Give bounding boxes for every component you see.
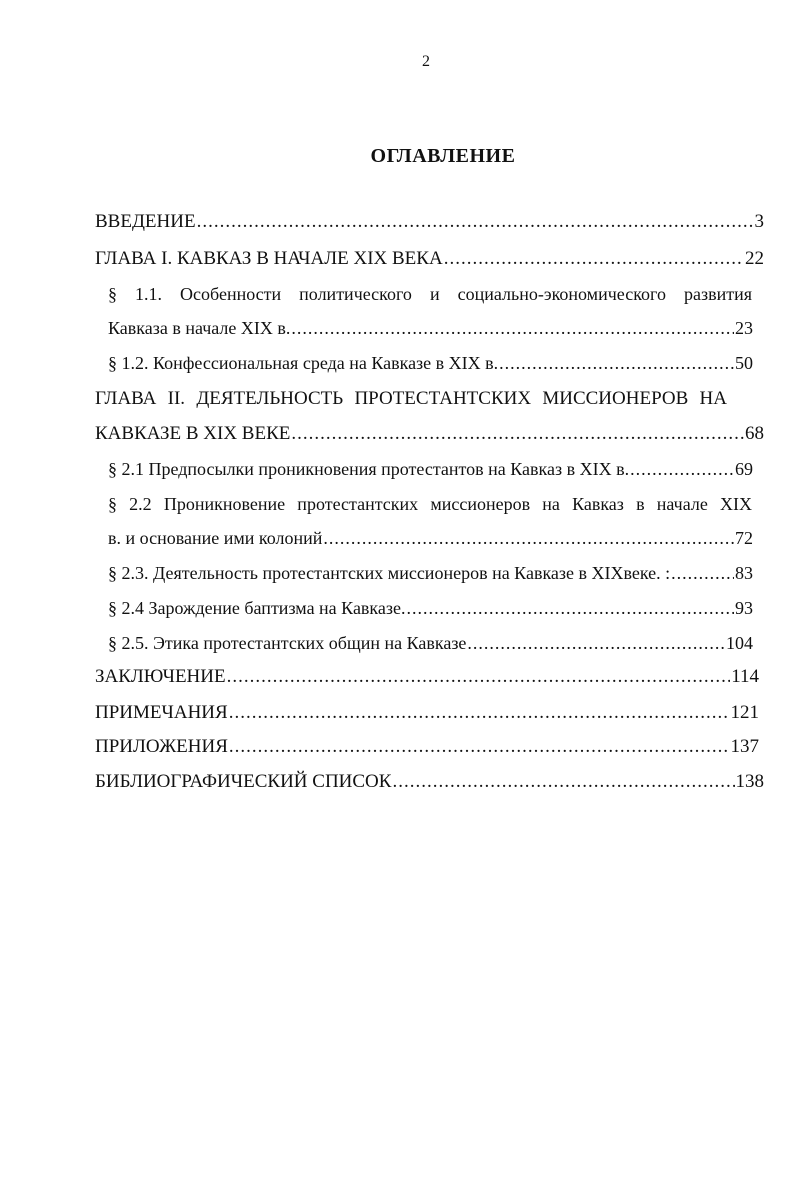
toc-leader-dots [392, 770, 734, 794]
toc-leader-dots [291, 316, 734, 340]
toc-entry-title: § 2.3. Деятельность протестантских миссионеров на Кавказе в XIXвеке. : [108, 563, 671, 583]
toc-entry-title: ПРИМЕЧАНИЯ [95, 702, 228, 723]
toc-entry-chapter-1[interactable] [95, 247, 764, 271]
toc-entry-page: 22 [745, 248, 764, 269]
toc-leader-dots [229, 735, 730, 759]
toc-entry-chapter-2-line1[interactable]: ГЛАВА II. ДЕЯТЕЛЬНОСТЬ ПРОТЕСТАНТСКИХ МИССИОНЕРОВ НА [95, 388, 727, 409]
toc-entry-title: ПРИЛОЖЕНИЯ [95, 736, 228, 757]
toc-leader-dots [444, 247, 744, 271]
toc-entry-page: 83 [735, 563, 753, 583]
toc-entry-title: ГЛАВА I. КАВКАЗ В НАЧАЛЕ XIX ВЕКА [95, 248, 443, 269]
toc-entry-title: § 1.2. Конфессиональная среда на Кавказе в XIX в. [108, 353, 499, 373]
toc-leader-dots [630, 457, 734, 481]
toc-entry-page: 138 [735, 771, 764, 792]
toc-entry-section-2-4[interactable] [108, 596, 753, 620]
toc-entry-title: БИБЛИОГРАФИЧЕСКИЙ СПИСОК [95, 771, 392, 792]
toc-entry-introduction[interactable] [95, 210, 764, 234]
toc-entry-chapter-2[interactable] [95, 422, 764, 446]
toc-entry-page: 137 [730, 736, 759, 757]
toc-entry-section-2-1[interactable] [108, 457, 753, 481]
toc-leader-dots [227, 665, 731, 689]
toc-leader-dots [467, 631, 725, 655]
toc-entry-title: ЗАКЛЮЧЕНИЕ [95, 666, 226, 687]
toc-entry-title: ВВЕДЕНИЕ [95, 211, 196, 232]
page-number: 2 [422, 53, 430, 70]
toc-entry-section-1-1-line1[interactable]: § 1.1. Особенности политического и социально-экономического развития [108, 284, 752, 304]
toc-entry-page: 23 [735, 318, 753, 338]
toc-entry-page: 68 [745, 423, 764, 444]
toc-leader-dots [291, 422, 744, 446]
toc-entry-section-1-1[interactable] [108, 316, 753, 340]
toc-entry-page: 93 [735, 598, 753, 618]
toc-leader-dots [323, 526, 734, 550]
toc-leader-dots [407, 596, 735, 620]
toc-entry-page: 69 [735, 459, 753, 479]
toc-entry-title: Кавказа в начале XIX в. [108, 318, 291, 338]
toc-leader-dots [197, 210, 754, 234]
toc-entry-page: 72 [735, 528, 753, 548]
toc-entry-title: в. и основание ими колоний [108, 528, 323, 548]
toc-entry-title: § 2.5. Этика протестантских общин на Кавказе [108, 633, 467, 653]
toc-entry-title: КАВКАЗЕ В XIX ВЕКЕ [95, 423, 291, 444]
toc-leader-dots [229, 701, 730, 725]
toc-entry-page: 104 [726, 633, 753, 653]
toc-entry-page: 3 [754, 211, 764, 232]
toc-entry-page: 50 [735, 353, 753, 373]
toc-leader-dots [499, 351, 734, 375]
toc-entry-appendices[interactable] [95, 735, 759, 759]
toc-entry-section-2-2-line1[interactable]: § 2.2 Проникновение протестантских миссионеров на Кавказ в начале XIX [108, 494, 752, 514]
toc-entry-section-2-3[interactable] [108, 561, 753, 585]
toc-entry-section-1-2[interactable] [108, 351, 753, 375]
toc-entry-page: 114 [731, 666, 759, 687]
toc-leader-dots [671, 561, 734, 585]
toc-entry-bibliography[interactable] [95, 770, 764, 794]
toc-entry-title: § 2.1 Предпосылки проникновения протестантов на Кавказ в XIX в. [108, 459, 630, 479]
toc-entry-notes[interactable] [95, 701, 759, 725]
toc-entry-section-2-5[interactable] [108, 631, 753, 655]
toc-entry-section-2-2[interactable] [108, 526, 753, 550]
toc-entry-conclusion[interactable] [95, 665, 759, 689]
toc-title: ОГЛАВЛЕНИЕ [370, 145, 516, 167]
toc-entry-title: § 2.4 Зарождение баптизма на Кавказе. [108, 598, 406, 618]
toc-entry-page: 121 [730, 702, 759, 723]
